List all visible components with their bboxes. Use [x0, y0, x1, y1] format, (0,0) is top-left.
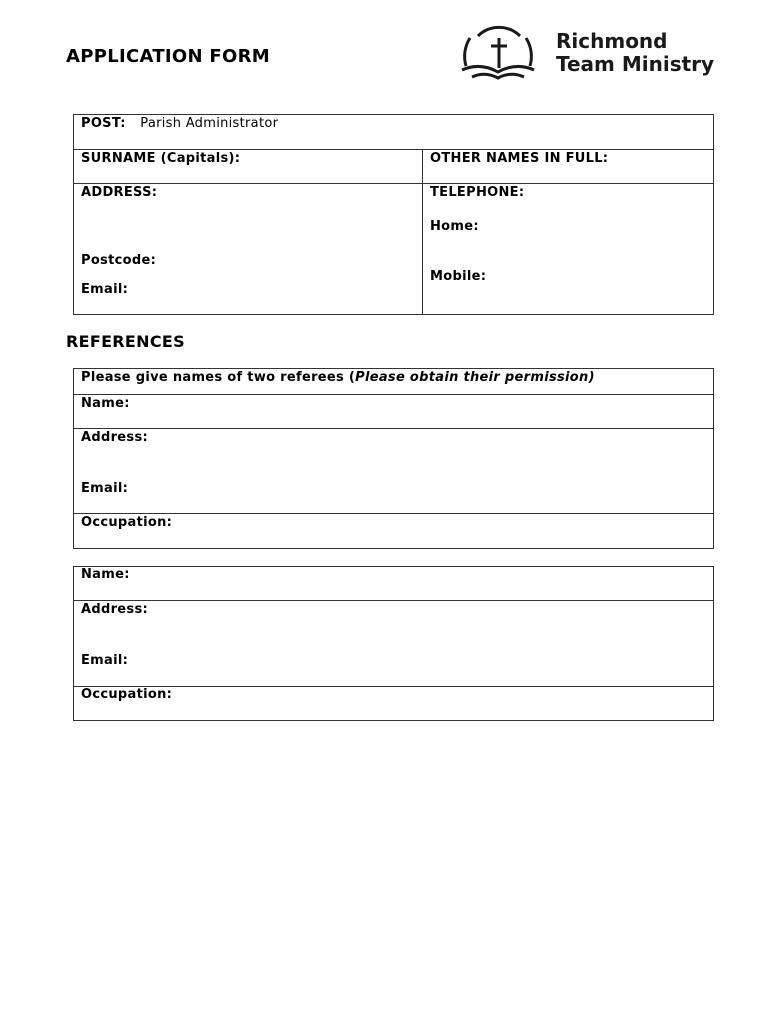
referee-2-address-label: Address:: [81, 602, 148, 617]
other-names-label: OTHER NAMES IN FULL:: [430, 151, 609, 166]
referee-1-name-label: Name:: [81, 396, 130, 411]
surname-label: SURNAME (Capitals):: [81, 151, 241, 166]
post-field[interactable]: [81, 116, 278, 131]
postcode-label: Postcode:: [81, 253, 157, 268]
applicant-table: [73, 114, 714, 315]
references-title: REFERENCES: [66, 332, 185, 351]
logo-line-1: Richmond: [556, 29, 668, 53]
referee-2-occupation-label: Occupation:: [81, 687, 173, 702]
referee-2-name-label: Name:: [81, 567, 130, 582]
references-instruction: Please give names of two referees (Please obtain their permission): [81, 370, 595, 385]
page-title: APPLICATION FORM: [66, 46, 271, 67]
referee-2-email-label: Email:: [81, 653, 129, 668]
home-label: Home:: [430, 219, 479, 234]
referee-1-address-label: Address:: [81, 430, 148, 445]
logo-text: [556, 30, 714, 76]
email-label: Email:: [81, 282, 129, 297]
post-label: POST:: [81, 116, 126, 131]
address-label: ADDRESS:: [81, 185, 158, 200]
post-value: Parish Administrator: [140, 116, 279, 131]
referee-1-occupation-label: Occupation:: [81, 515, 173, 530]
logo: [458, 22, 728, 84]
telephone-label: TELEPHONE:: [430, 185, 525, 200]
mobile-label: Mobile:: [430, 269, 487, 284]
logo-line-2: Team Ministry: [556, 52, 715, 76]
referee-1-email-label: Email:: [81, 481, 129, 496]
cross-book-icon: [458, 22, 538, 84]
